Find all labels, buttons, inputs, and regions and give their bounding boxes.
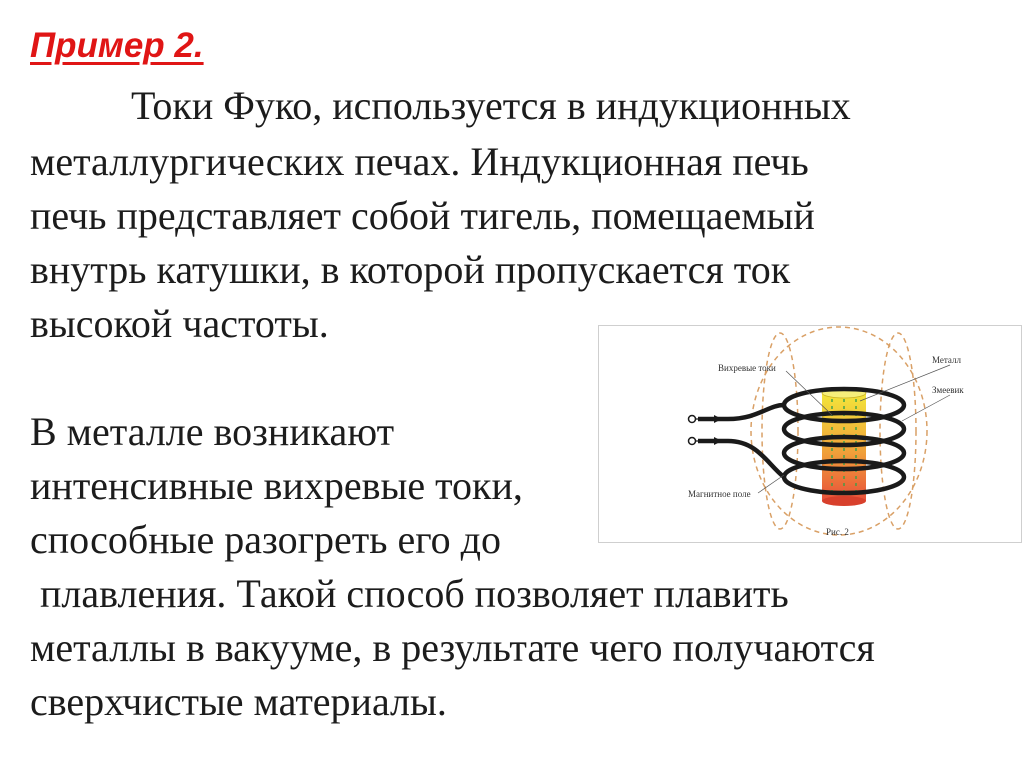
paragraph2-line-5: металлы в вакууме, в результате чего получаются — [30, 625, 875, 670]
paragraph2-line-1: В металле возникают — [30, 409, 395, 454]
induction-furnace-figure — [598, 325, 1022, 543]
label-magnetic-field: Магнитное поле — [688, 489, 751, 499]
label-coil: Змеевик — [932, 385, 964, 395]
slide-title: Пример 2. — [30, 26, 204, 65]
paragraph2-line-3: способные разогреть его до — [30, 517, 502, 562]
paragraph1-line-1: Токи Фуко, используется в индукционных — [131, 83, 851, 128]
paragraph1-line-5: высокой частоты. — [30, 301, 329, 346]
paragraph2-line-2: интенсивные вихревые токи, — [30, 463, 523, 508]
induction-furnace-diagram — [598, 325, 1022, 543]
paragraph2-line-4: плавления. Такой способ позволяет плавить — [30, 571, 789, 616]
label-metal: Металл — [932, 355, 961, 365]
label-eddy-currents: Вихревые токи — [718, 363, 776, 373]
paragraph1-line-3: печь представляет собой тигель, помещаемый — [30, 193, 815, 238]
paragraph1-line-4: внутрь катушки, в которой пропускается ток — [30, 247, 791, 292]
figure-caption: Рис. 2 — [826, 527, 849, 537]
paragraph2-line-6: сверхчистые материалы. — [30, 679, 447, 724]
paragraph1-line-2: металлургических печах. Индукционная печь — [30, 139, 809, 184]
